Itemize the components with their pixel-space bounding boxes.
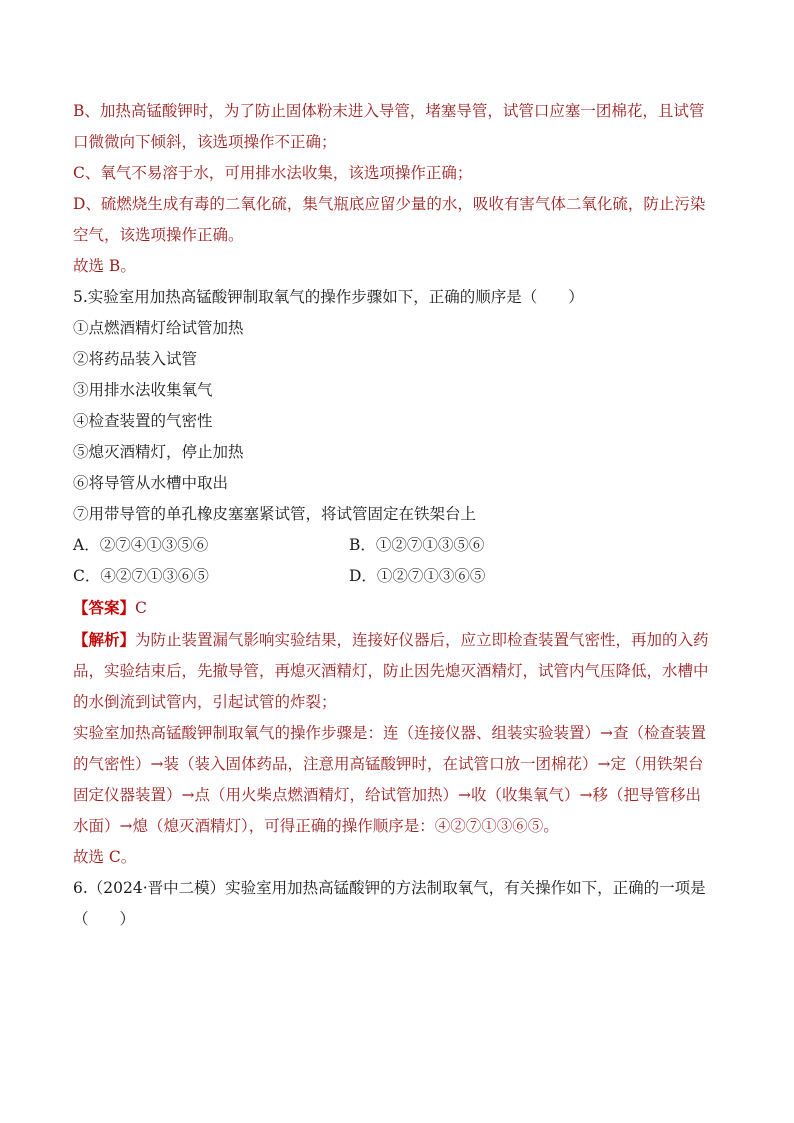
question-5-options-row-1 [73,530,734,561]
prev-conclusion: 故选 B。 [73,257,136,275]
option-b: B．①②⑦①③⑤⑥ [349,536,485,554]
analysis-line-6: 固定仪器装置）→点（用火柴点燃酒精灯，给试管加热）→收（收集氧气）→移（把导管移出 [73,786,701,804]
analysis-line-2: 品，实验结束后，先撤导管，再熄灭酒精灯，防止因先熄灭酒精灯，试管内气压降低，水槽中 [73,662,709,680]
analysis-line-5: 的气密性）→装（装入固体药品，注意用高锰酸钾时，在试管口放一团棉花）→定（用铁架台 [73,755,704,773]
analysis-text-1: 为防止装置漏气影响实验结果，连接好仪器后，应立即检查装置气密性，再加的入药 [135,631,709,649]
option-c: C．④②⑦①③⑥⑤ [73,567,209,585]
answer-line [73,592,734,624]
option-a: A．②⑦④①③⑤⑥ [73,536,209,554]
analysis-option-d-line-2: 空气，该选项操作正确。 [73,226,244,244]
question-5-step-5: ⑤熄灭酒精灯，停止加热 [73,443,244,461]
answer-label: 【答案】 [73,598,136,617]
question-5-step-3: ③用排水法收集氧气 [73,381,213,399]
question-6-stem-line-2: （ ） [73,910,136,928]
analysis-option-b-line-2: 口微微向下倾斜，该选项操作不正确； [73,133,337,151]
question-5-step-7: ⑦用带导管的单孔橡皮塞塞紧试管，将试管固定在铁架台上 [73,505,477,523]
question-5-step-2: ②将药品装入试管 [73,350,198,368]
analysis-line-4: 实验室加热高锰酸钾制取氧气的操作步骤是：连（连接仪器、组装实验装置）→查（检查装置 [73,724,706,742]
question-5-stem: 5.实验室用加热高锰酸钾制取氧气的操作步骤如下，正确的顺序是（ ） [73,288,584,306]
analysis-line-1 [73,624,734,656]
analysis-label: 【解析】 [73,630,136,649]
question-5-options-row-2 [73,561,734,592]
option-d: D．①②⑦①③⑥⑤ [349,567,486,585]
question-5-step-4: ④检查装置的气密性 [73,412,213,430]
q5-conclusion: 故选 C。 [73,848,137,866]
answer-value: C [135,599,147,617]
analysis-line-3: 的水倒流到试管内，引起试管的炸裂； [73,693,337,711]
question-5-step-1: ①点燃酒精灯给试管加热 [73,319,244,337]
analysis-line-7: 水面）→熄（熄灭酒精灯），可得正确的操作顺序是：④②⑦①③⑥⑤。 [73,817,559,835]
analysis-option-d-line-1: D、硫燃烧生成有毒的二氧化硫，集气瓶底应留少量的水，吸收有害气体二氧化硫，防止污染 [73,195,706,213]
question-6-stem-line-1: 6.（2024·晋中二模）实验室用加热高锰酸钾的方法制取氧气，有关操作如下，正确的一项是 [73,879,706,897]
analysis-option-c: C、氧气不易溶于水，可用排水法收集，该选项操作正确； [73,164,473,182]
question-5-step-6: ⑥将导管从水槽中取出 [73,474,229,492]
analysis-option-b-line-1: B、加热高锰酸钾时，为了防止固体粉末进入导管，堵塞导管，试管口应塞一团棉花，且试管 [73,102,705,120]
